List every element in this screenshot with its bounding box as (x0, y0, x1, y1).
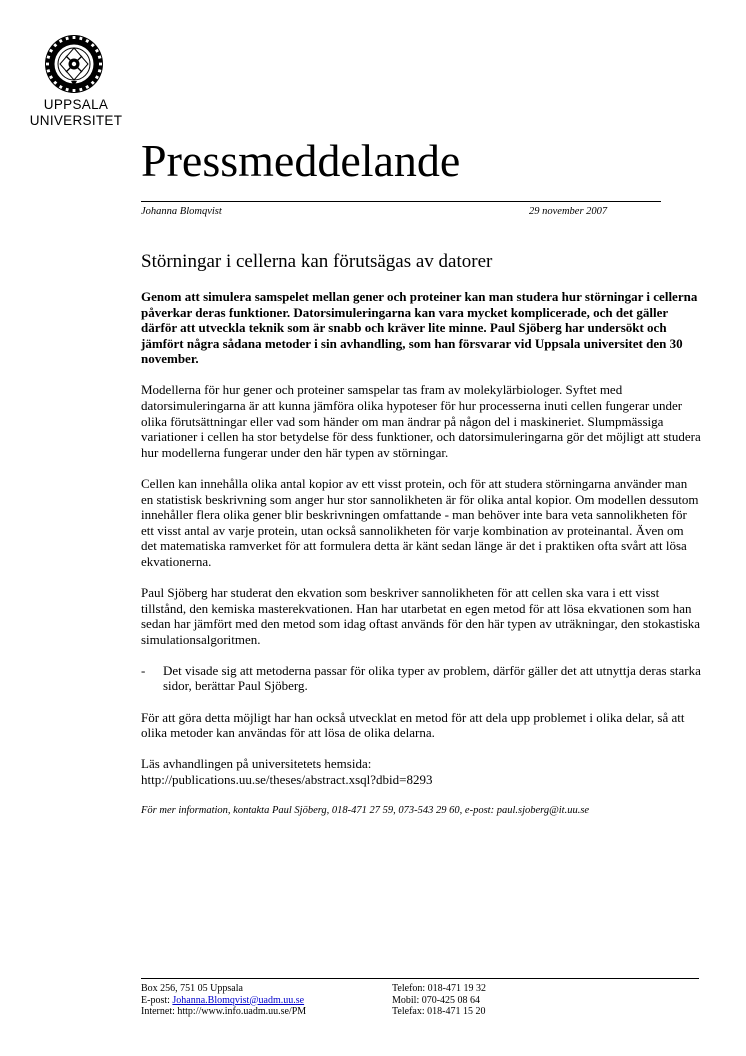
thesis-link[interactable]: http://publications.uu.se/theses/abstract.xsql?dbid=8293 (141, 771, 433, 787)
footer-divider (141, 978, 699, 979)
logo-line-universitet: UNIVERSITET (29, 113, 123, 128)
quote-dash: - (141, 662, 146, 678)
body-paragraph: För att göra detta möjligt har han också utvecklat en metod för att dela upp problemet i olika delar, så att olika metoder kan användas för att lösa de olika delarna. (141, 709, 685, 741)
footer-internet: Internet: http://www.info.uadm.uu.se/PM (141, 1006, 307, 1017)
quote-text: Det visade sig att metoderna passar för olika typer av problem, därför gäller det att utnyttja deras starka sidor, berättar Paul Sjöberg. (163, 662, 701, 694)
contact-info: För mer information, kontakta Paul Sjöberg, 018-471 27 59, 073-543 29 60, e-post: paul.sjoberg@it.uu.se (141, 804, 590, 816)
logo-line-uppsala: UPPSALA (43, 97, 109, 112)
footer-phone: Telefon: 018-471 19 32 (392, 983, 487, 994)
footer-phone-block (392, 983, 486, 1018)
footer-address-block (141, 983, 306, 1018)
header-divider (141, 201, 661, 202)
quote-paragraph (141, 663, 701, 694)
footer-mobile: Mobil: 070-425 08 64 (392, 994, 481, 1006)
lead-paragraph: Genom att simulera samspelet mellan gener och proteiner kan man studera hur störningar i cellerna påverkar deras funktioner. Datorsimuleringarna kan vara mycket komplicerade, och det gäller därför att utveckla teknik som är snabb och kräver lite minne. Paul Sjöberg har undersökt och jämfört några sådana metoder i sin avhandling, som han försvarar vid Uppsala universitet den 30 november. (141, 289, 698, 367)
article-body (141, 289, 701, 834)
body-paragraph: Paul Sjöberg har studerat den ekvation som beskriver sannolikheten för att cellen ska vara i ett visst tillstånd, den kemiska masterekvationen. Han har utarbetat en egen metod för att lösa ekvationen som han sedan har jämfört med den metod som idag oftast används för den här typen av uträkningar, den stokastiska simulationsalgoritmen. (141, 585, 701, 647)
footer-address: Box 256, 751 05 Uppsala (141, 983, 243, 994)
footer-email-label: E-post: (141, 994, 173, 1006)
thesis-link-block (141, 756, 701, 787)
article-headline: Störningar i cellerna kan förutsägas av datorer (141, 251, 493, 272)
body-paragraph: Modellerna för hur gener och proteiner samspelar tas fram av molekylärbiologer. Syftet med datorsimuleringarna är att kunna jämföra olika hypoteser för hur processerna inuti cellen fungerar under olika förutsättningar eller vad som händer om man ändrar på någon del i maskineriet. Slumpmässiga variationer i cellen ha stor betydelse för dess funktioner, och datorsimuleringarna gör det möjligt att studera hur modellerna fungerar under den här typen av störningar. (141, 382, 701, 460)
university-logotype (0, 97, 152, 129)
publication-date: 29 november 2007 (529, 206, 608, 217)
page-title: Pressmeddelande (141, 135, 461, 186)
university-seal-icon (44, 34, 104, 94)
footer-email-link[interactable]: Johanna.Blomqvist@uadm.uu.se (172, 994, 305, 1006)
footer-email-line (141, 995, 306, 1007)
author-name: Johanna Blomqvist (141, 206, 222, 217)
body-paragraph: Cellen kan innehålla olika antal kopior av ett visst protein, och för att studera störningarna använder man en statistisk beskrivning som anger hur stor sannolikheten är för olika antal kopior. Om modellen dessutom innehåller flera olika gener blir beskrivningen omfattande - man behöver inte bara veta sannolikheten för ett visst antal av varje protein, utan också sannolikheten för varje kombination av proteinantal. Även om det matematiska ramverket för att formulera detta är känt sedan länge är det i praktiken ofta svårt att lösa ekvationerna. (141, 475, 699, 569)
thesis-link-intro: Läs avhandlingen på universitetets hemsida: (141, 756, 372, 772)
footer-fax: Telefax: 018-471 15 20 (392, 1006, 486, 1017)
